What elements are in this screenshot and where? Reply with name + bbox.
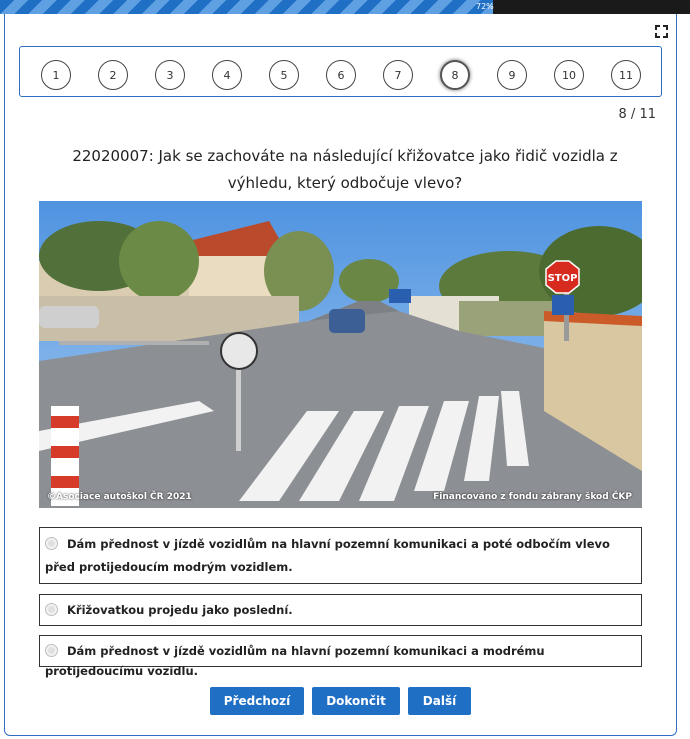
- question-nav-6[interactable]: 6: [326, 60, 356, 90]
- answer-option-1[interactable]: [39, 527, 642, 584]
- question-counter: 8 / 11: [618, 107, 656, 122]
- question-nav-7[interactable]: 7: [383, 60, 413, 90]
- question-nav-10[interactable]: 10: [554, 60, 584, 90]
- question-nav-3[interactable]: 3: [155, 60, 185, 90]
- question-nav-1[interactable]: 1: [41, 60, 71, 90]
- answer-text: Křižovatkou projedu jako poslední.: [67, 603, 293, 617]
- answer-option-2[interactable]: [39, 594, 642, 626]
- progress-fill: [0, 0, 493, 14]
- stop-sign-text: STOP: [547, 273, 578, 284]
- image-credit-right: Financováno z fondu zábrany škod ČKP: [433, 492, 632, 502]
- answer-text: Dám přednost v jízdě vozidlům na hlavní pozemní komunikaci a modrému protijedoucímu vozidlu.: [45, 644, 545, 678]
- fullscreen-icon[interactable]: [655, 23, 668, 36]
- question-nav-9[interactable]: 9: [497, 60, 527, 90]
- previous-button[interactable]: Předchozí: [210, 687, 304, 715]
- question-nav-4[interactable]: 4: [212, 60, 242, 90]
- image-credit-left: ©Asociace autoškol ČR 2021: [47, 492, 192, 502]
- question-text: 22020007: Jak se zachováte na následující křižovatce jako řidič vozidla z výhledu, který odbočuje vlevo?: [72, 147, 618, 192]
- progress-bar: [0, 0, 690, 14]
- radio-button[interactable]: [45, 603, 58, 616]
- progress-label: 72%: [476, 2, 494, 11]
- radio-button[interactable]: [45, 537, 58, 550]
- answer-text: Dám přednost v jízdě vozidlům na hlavní pozemní komunikaci a poté odbočím vlevo před protijedoucím modrým vozidlem.: [45, 537, 610, 574]
- next-button[interactable]: Další: [408, 687, 471, 715]
- finish-button[interactable]: Dokončit: [312, 687, 400, 715]
- question-image: [39, 201, 642, 508]
- question-navigation: [19, 46, 662, 97]
- question-nav-11[interactable]: 11: [611, 60, 641, 90]
- question-nav-5[interactable]: 5: [269, 60, 299, 90]
- question-nav-2[interactable]: 2: [98, 60, 128, 90]
- answer-option-3[interactable]: [39, 635, 642, 678]
- radio-button[interactable]: [45, 644, 58, 657]
- question-nav-8[interactable]: 8: [440, 60, 470, 90]
